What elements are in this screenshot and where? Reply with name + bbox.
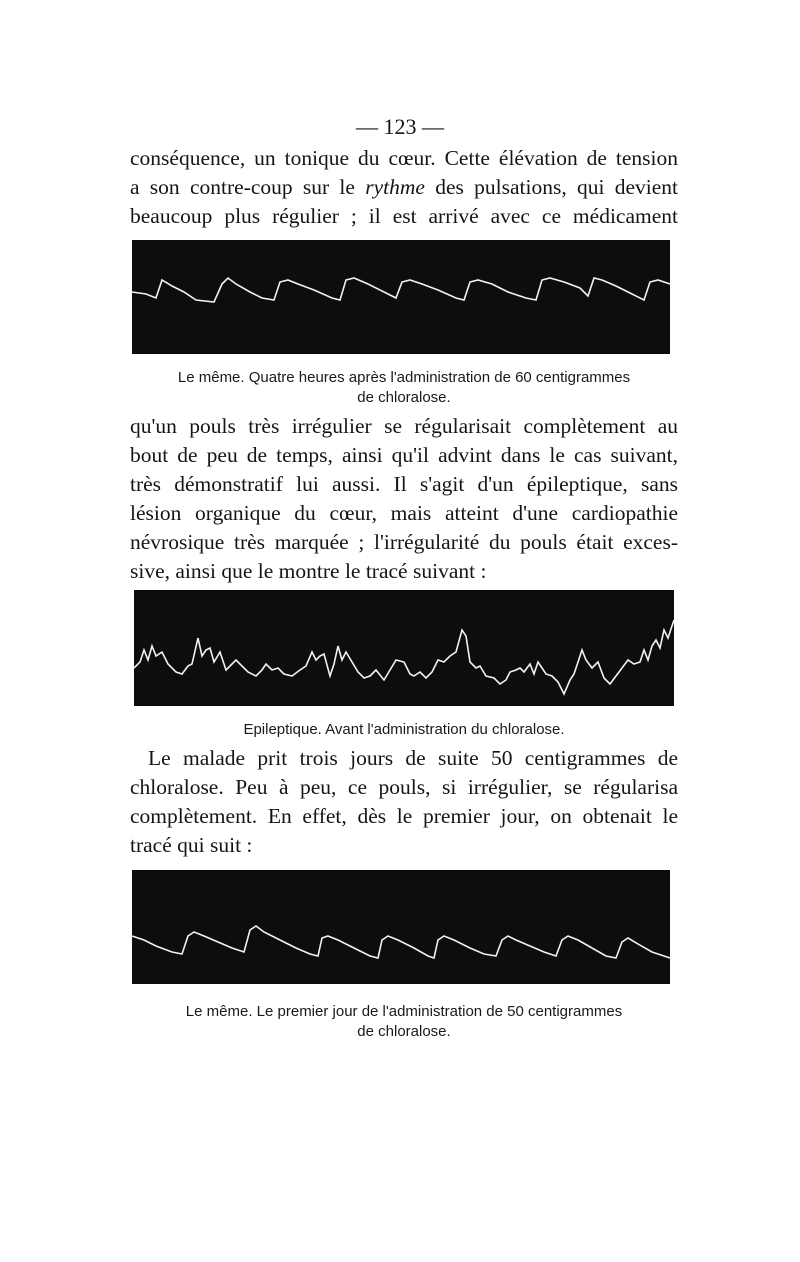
figure-1-caption-line-2: de chloralose. bbox=[357, 389, 451, 406]
figure-3-caption-line-2: de chloralose. bbox=[357, 1023, 451, 1040]
pulse-tracing-3-svg bbox=[132, 870, 670, 984]
pulse-trace-line-1 bbox=[132, 278, 670, 302]
pulse-trace-line-2 bbox=[134, 620, 674, 694]
paragraph-3-line-1: Le malade prit trois jours de suite 50 centigrammes de bbox=[148, 746, 678, 770]
paragraph-1-line-3: beaucoup plus régulier ; il est arrivé avec ce médicament bbox=[130, 204, 678, 228]
paragraph-3-line-2: chloralose. Peu à peu, ce pouls, si irrégulier, se régularisa bbox=[130, 775, 678, 799]
paragraph-2 bbox=[130, 412, 678, 586]
paragraph-1-line-1: conséquence, un tonique du cœur. Cette élévation de tension bbox=[130, 146, 678, 170]
paragraph-2-line-1: qu'un pouls très irrégulier se régularisait complètement au bbox=[130, 414, 678, 438]
figure-1-caption-line-1: Le même. Quatre heures après l'administration de 60 centigrammes bbox=[177, 369, 631, 386]
paragraph-2-line-2: bout de peu de temps, ainsi qu'il advint dans le cas suivant, bbox=[130, 443, 678, 467]
pulse-trace-line-3 bbox=[132, 926, 670, 958]
paragraph-2-line-4: lésion organique du cœur, mais atteint d'une cardiopathie bbox=[130, 501, 678, 525]
paragraph-1 bbox=[130, 144, 678, 231]
paragraph-3-line-3: complètement. En effet, dès le premier jour, on obtenait le bbox=[130, 804, 678, 828]
figure-2-caption-line-1: Epileptique. Avant l'administration du chloralose. bbox=[243, 721, 565, 738]
paragraph-1-line-2-start: a son contre-coup sur le bbox=[130, 175, 366, 199]
paragraph-1-line-2 bbox=[130, 173, 678, 202]
page-number: — 123 — bbox=[356, 114, 444, 139]
paragraph-2-line-6: sive, ainsi que le montre le tracé suivant : bbox=[130, 559, 487, 583]
pulse-tracing-2-svg bbox=[134, 590, 674, 706]
paragraph-1-line-2-end: des pulsations, qui devient bbox=[424, 175, 678, 199]
pulse-tracing-figure-1 bbox=[132, 240, 670, 354]
pulse-tracing-1-svg bbox=[132, 240, 670, 354]
paragraph-2-line-3: très démonstratif lui aussi. Il s'agit d'un épileptique, sans bbox=[130, 472, 678, 496]
paragraph-1-italic-word: rythme bbox=[365, 175, 425, 199]
pulse-tracing-figure-2 bbox=[134, 590, 674, 706]
paragraph-2-line-5: névrosique très marquée ; l'irrégularité du pouls était exces- bbox=[130, 530, 678, 554]
pulse-tracing-figure-3 bbox=[132, 870, 670, 984]
figure-1-caption bbox=[130, 368, 678, 408]
figure-2-caption bbox=[130, 720, 678, 740]
figure-3-caption-line-1: Le même. Le premier jour de l'administration de 50 centigrammes bbox=[185, 1003, 623, 1020]
figure-3-caption bbox=[130, 1002, 678, 1042]
paragraph-3 bbox=[130, 744, 678, 860]
paragraph-3-line-4: tracé qui suit : bbox=[130, 833, 253, 857]
